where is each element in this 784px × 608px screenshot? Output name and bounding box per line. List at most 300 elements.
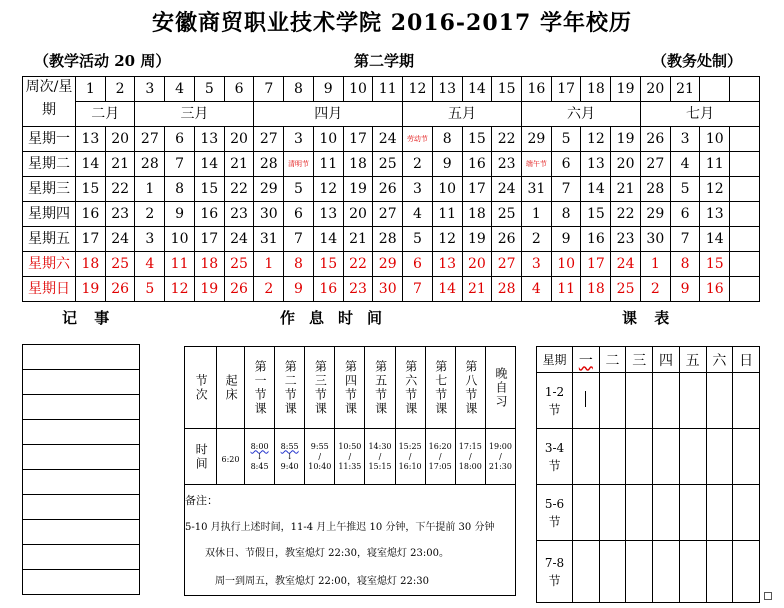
period-end-time: 8:45 [250,461,269,471]
date-cell: 19 [611,127,641,152]
weekday-label: 星期六 [23,252,76,277]
date-cell: 5 [551,127,581,152]
date-cell: 21 [343,227,373,252]
period-end-time: 11:35 [338,461,362,471]
date-cell: 16 [313,277,343,302]
period-end-time: 10:40 [308,461,332,471]
date-cell: 3 [135,227,165,252]
date-cell [730,252,760,277]
date-cell: 29 [640,202,670,227]
week-number-cell [730,77,760,102]
date-cell: 28 [254,152,284,177]
period-end-time: 21:30 [488,461,512,471]
period-start-time: 8:00 [250,441,269,451]
date-cell: 19 [462,227,492,252]
notes-line[interactable] [23,395,140,420]
date-cell: 13 [313,202,343,227]
date-cell: 9 [165,202,195,227]
date-cell: 2 [254,277,284,302]
date-cell: 12 [581,127,611,152]
date-cell: 27 [373,202,403,227]
date-cell: 30 [373,277,403,302]
date-cell: 25 [373,152,403,177]
period-end-time: 15:15 [368,461,392,471]
date-cell: 6 [284,202,314,227]
schedule-time-cell [335,429,365,485]
date-cell: 7 [551,177,581,202]
resize-handle-icon [764,592,772,600]
date-cell: 22 [224,177,254,202]
date-cell: 18 [76,252,106,277]
date-cell: 13 [432,252,462,277]
timetable-slot-cell[interactable] [733,485,760,541]
date-cell: 26 [105,277,135,302]
timetable-period-label: 5-6 节 [537,485,573,541]
date-cell: 6 [551,152,581,177]
date-cell: 15 [700,252,730,277]
date-cell: 4 [403,202,433,227]
date-cell: 9 [670,277,700,302]
timetable-slot-cell[interactable] [679,429,706,485]
notes-line[interactable] [23,445,140,470]
date-cell: 10 [700,127,730,152]
week-number-cell: 4 [165,77,195,102]
schedule-period-cell [365,347,395,429]
period-end-time: 17:05 [428,461,452,471]
timetable-slot-cell[interactable] [706,541,733,603]
date-cell: 24 [224,227,254,252]
timetable-slot-cell[interactable] [653,485,680,541]
schedule-period-label: 第一节课 [253,359,268,416]
date-cell: 18 [581,277,611,302]
date-cell: 29 [254,177,284,202]
week-number-cell: 18 [581,77,611,102]
timetable-slot-cell[interactable] [733,373,760,429]
timetable-day-header: 四 [653,347,680,373]
date-cell: 14 [432,277,462,302]
date-cell: 15 [581,202,611,227]
schedule-period-cell [245,347,275,429]
schedule-period-label: 第四节课 [343,359,358,416]
date-cell: 2 [135,202,165,227]
week-number-cell: 5 [194,77,224,102]
time-separator: / [468,451,472,461]
remarks-title: 备注： [185,494,218,507]
period-start-time: 10:50 [338,441,362,451]
period-end-time: 16:10 [398,461,422,471]
notes-line[interactable] [23,495,140,520]
date-cell: 3 [670,127,700,152]
date-cell: 23 [224,202,254,227]
date-cell: 11 [165,252,195,277]
schedule-section-title: 作息时间 [280,309,397,327]
timetable-slot-cell[interactable] [573,429,600,485]
time-separator: / [378,451,382,461]
week-number-cell: 16 [522,77,552,102]
teaching-weeks-note: （教学活动 20 周） [34,52,171,70]
issuer-label: （教务处制） [652,52,743,70]
week-number-cell: 21 [670,77,700,102]
date-cell: 16 [76,202,106,227]
date-cell: 27 [254,127,284,152]
date-cell: 19 [76,277,106,302]
week-number-cell [700,77,730,102]
date-cell: 9 [551,227,581,252]
date-cell [730,227,760,252]
month-cell: 七月 [640,102,759,127]
date-cell: 26 [373,177,403,202]
date-cell: 14 [194,152,224,177]
schedule-time-cell [455,429,485,485]
date-cell: 21 [224,152,254,177]
date-cell [730,127,760,152]
weekday-label: 星期三 [23,177,76,202]
date-cell: 31 [522,177,552,202]
schedule-period-label: 第八节课 [463,359,478,416]
date-cell: 15 [313,252,343,277]
date-cell: 17 [194,227,224,252]
period-start-time: 9:55 [310,441,329,451]
date-cell: 28 [492,277,522,302]
time-separator: ↓ [286,451,294,461]
timetable-slot-cell[interactable] [653,429,680,485]
date-cell: 25 [224,252,254,277]
date-cell: 1 [135,177,165,202]
timetable-slot-cell[interactable] [706,429,733,485]
date-cell: 10 [551,252,581,277]
schedule-period-label: 晚自习 [494,366,509,409]
week-number-cell: 3 [135,77,165,102]
date-cell: 14 [313,227,343,252]
period-start-time: 17:15 [458,441,482,451]
date-cell: 31 [254,227,284,252]
date-cell: 16 [700,277,730,302]
period-start-time: 8:55 [280,441,299,451]
schedule-period-label: 第三节课 [313,359,328,416]
time-separator: / [318,451,322,461]
timetable-slot-cell[interactable] [733,541,760,603]
date-cell: 13 [194,127,224,152]
notes-table [22,344,140,595]
schedule-period-cell [455,347,485,429]
timetable-slot-cell[interactable] [706,373,733,429]
date-cell: 20 [224,127,254,152]
corner-bottom-label: 期 [42,102,56,118]
week-number-cell: 14 [462,77,492,102]
date-cell: 7 [284,227,314,252]
week-day-corner-cell [23,77,76,127]
school-calendar-table [22,76,760,302]
date-cell: 5 [135,277,165,302]
timetable-slot-cell[interactable] [706,485,733,541]
date-cell: 6 [165,127,195,152]
timetable-slot-cell[interactable] [599,429,626,485]
date-cell: 27 [492,252,522,277]
week-number-cell: 8 [284,77,314,102]
date-cell: 3 [522,252,552,277]
date-cell: 1 [522,202,552,227]
date-cell: 2 [522,227,552,252]
week-number-cell: 17 [551,77,581,102]
weekday-label: 星期日 [23,277,76,302]
schedule-time-cell [305,429,335,485]
timetable-slot-cell[interactable] [653,541,680,603]
timetable-period-label: 3-4 节 [537,429,573,485]
notes-line[interactable] [23,420,140,445]
period-end-time: 18:00 [458,461,482,471]
date-cell: 10 [432,177,462,202]
date-cell: 26 [492,227,522,252]
schedule-period-cell [485,347,515,429]
timetable-slot-cell[interactable] [599,541,626,603]
date-cell: 14 [581,177,611,202]
date-cell: 10 [313,127,343,152]
date-cell: 23 [492,152,522,177]
schedule-period-label: 第七节课 [433,359,448,416]
weekday-label: 星期二 [23,152,76,177]
date-cell: 8 [165,177,195,202]
date-cell: 21 [462,277,492,302]
date-cell: 26 [640,127,670,152]
timetable-slot-cell[interactable] [653,373,680,429]
date-cell: 11 [432,202,462,227]
weekday-label: 星期一 [23,127,76,152]
date-cell [730,202,760,227]
date-cell: 17 [462,177,492,202]
date-cell: 24 [611,252,641,277]
period-end-time: 9:40 [280,461,299,471]
date-cell: 7 [670,227,700,252]
date-cell: 2 [403,152,433,177]
date-cell: 30 [640,227,670,252]
date-cell: 11 [700,152,730,177]
time-separator: ↓ [256,451,263,461]
week-number-cell: 20 [640,77,670,102]
date-cell: 13 [581,152,611,177]
schedule-time-cell [425,429,455,485]
date-cell: 15 [194,177,224,202]
corner-top-label: 周次/星 [25,79,73,95]
date-cell: 4 [522,277,552,302]
notes-line[interactable] [23,370,140,395]
timetable-slot-cell[interactable] [679,373,706,429]
date-cell: 17 [343,127,373,152]
schedule-period-label: 第二节课 [283,359,298,416]
semester-label: 第二学期 [354,52,415,70]
weekly-timetable [536,346,760,603]
date-cell: 5 [670,177,700,202]
time-separator: / [408,451,412,461]
date-cell: 25 [105,252,135,277]
date-cell: 29 [373,252,403,277]
date-cell: 7 [403,277,433,302]
date-cell: 14 [700,227,730,252]
date-cell: 1 [640,252,670,277]
date-cell: 12 [313,177,343,202]
date-cell: 8 [432,127,462,152]
date-cell [730,277,760,302]
date-cell: 22 [343,252,373,277]
schedule-period-cell [275,347,305,429]
timetable-day-header: 一 [573,347,600,373]
schedule-period-label: 第五节课 [373,359,388,416]
timetable-slot-cell[interactable] [626,485,653,541]
timetable-slot-cell[interactable] [626,373,653,429]
date-cell: 16 [462,152,492,177]
date-cell: 22 [105,177,135,202]
timetable-slot-cell[interactable] [679,541,706,603]
week-number-cell: 2 [105,77,135,102]
month-cell: 三月 [135,102,254,127]
timetable-slot-cell[interactable] [573,541,600,603]
timetable-day-header: 五 [679,347,706,373]
date-cell: 23 [611,227,641,252]
date-cell: 8 [670,252,700,277]
date-cell: 17 [76,227,106,252]
date-cell: 6 [403,252,433,277]
date-cell: 5 [284,177,314,202]
date-cell: 17 [581,252,611,277]
holiday-cell: 劳动节 [403,127,433,152]
date-cell [730,177,760,202]
date-cell: 22 [611,202,641,227]
date-cell: 9 [284,277,314,302]
time-separator: / [438,451,442,461]
timetable-day-header: 六 [706,347,733,373]
timetable-slot-cell[interactable] [599,373,626,429]
date-cell: 13 [700,202,730,227]
schedule-period-label: 第六节课 [403,359,418,416]
week-number-cell: 15 [492,77,522,102]
remarks-line-1: 5-10 月执行上述时间，11-4 月上午推迟 10 分钟，下午提前 30 分钟 [185,522,495,533]
week-number-cell: 10 [343,77,373,102]
date-cell [730,152,760,177]
date-cell: 26 [224,277,254,302]
notes-line[interactable] [23,570,140,595]
time-separator: / [348,451,352,461]
timetable-head-cell: 星期 [537,347,573,373]
week-number-cell: 1 [76,77,106,102]
date-cell: 24 [492,177,522,202]
date-cell: 9 [432,152,462,177]
date-cell: 13 [76,127,106,152]
notes-line[interactable] [23,520,140,545]
date-cell: 24 [105,227,135,252]
month-cell: 六月 [522,102,641,127]
schedule-time-cell [485,429,515,485]
time-head-cell: 时间 [185,429,217,485]
month-cell: 五月 [403,102,522,127]
schedule-time-cell [395,429,425,485]
date-cell: 28 [640,177,670,202]
timetable-slot-cell[interactable] [599,485,626,541]
date-cell: 25 [611,277,641,302]
period-start-time: 19:00 [488,441,512,451]
period-start-time: 16:20 [428,441,452,451]
month-cell: 四月 [254,102,403,127]
timetable-slot-cell[interactable] [679,485,706,541]
date-cell: 4 [670,152,700,177]
remarks-box [184,484,516,596]
text-cursor-icon [585,391,586,407]
date-cell: 11 [313,152,343,177]
timetable-slot-cell[interactable] [573,373,600,429]
date-cell: 16 [194,202,224,227]
week-number-cell: 7 [254,77,284,102]
timetable-day-header: 三 [626,347,653,373]
timetable-period-label: 1-2 节 [537,373,573,429]
week-number-cell: 19 [611,77,641,102]
period-start-time: 15:25 [398,441,422,451]
date-cell: 5 [403,227,433,252]
page-title: 安徽商贸职业技术学院 2016-2017 学年校历 [152,10,632,36]
date-cell: 10 [165,227,195,252]
time-separator: / [499,451,502,461]
date-cell: 27 [640,152,670,177]
notes-line[interactable] [23,470,140,495]
date-cell: 15 [76,177,106,202]
date-cell: 12 [165,277,195,302]
schedule-time-cell [245,429,275,485]
date-cell: 20 [105,127,135,152]
schedule-time-cell [275,429,305,485]
remarks-line-3: 周一到周五，教室熄灯 22:00，寝室熄灯 22:30 [215,576,429,587]
period-start-time: 14:30 [368,441,392,451]
date-cell: 25 [492,202,522,227]
timetable-day-header: 日 [733,347,760,373]
notes-section-title: 记 事 [62,309,116,327]
date-cell: 1 [254,252,284,277]
schedule-period-cell [335,347,365,429]
week-number-cell: 9 [313,77,343,102]
schedule-period-cell [305,347,335,429]
date-cell: 16 [581,227,611,252]
timetable-slot-cell[interactable] [733,429,760,485]
timetable-period-label: 7-8 节 [537,541,573,603]
notes-line[interactable] [23,545,140,570]
period-head-cell: 节次 [185,347,217,429]
date-cell: 8 [284,252,314,277]
date-cell: 6 [670,202,700,227]
timetable-section-title: 课 表 [622,309,676,327]
week-number-cell: 12 [403,77,433,102]
date-cell: 4 [135,252,165,277]
timetable-slot-cell[interactable] [626,541,653,603]
date-cell: 7 [165,152,195,177]
timetable-slot-cell[interactable] [573,485,600,541]
week-number-cell: 13 [432,77,462,102]
daily-schedule-table [184,346,516,485]
timetable-slot-cell[interactable] [626,429,653,485]
date-cell: 19 [343,177,373,202]
weekday-label: 星期五 [23,227,76,252]
timetable-day-header: 二 [599,347,626,373]
notes-line[interactable] [23,345,140,370]
date-cell: 3 [284,127,314,152]
holiday-cell: 端午节 [522,152,552,177]
date-cell: 20 [611,152,641,177]
date-cell: 2 [640,277,670,302]
date-cell: 12 [700,177,730,202]
date-cell: 15 [462,127,492,152]
date-cell: 21 [105,152,135,177]
week-number-cell: 11 [373,77,403,102]
date-cell: 20 [343,202,373,227]
date-cell: 18 [343,152,373,177]
date-cell: 29 [522,127,552,152]
wake-time-cell: 6:20 [217,429,245,485]
date-cell: 20 [462,252,492,277]
